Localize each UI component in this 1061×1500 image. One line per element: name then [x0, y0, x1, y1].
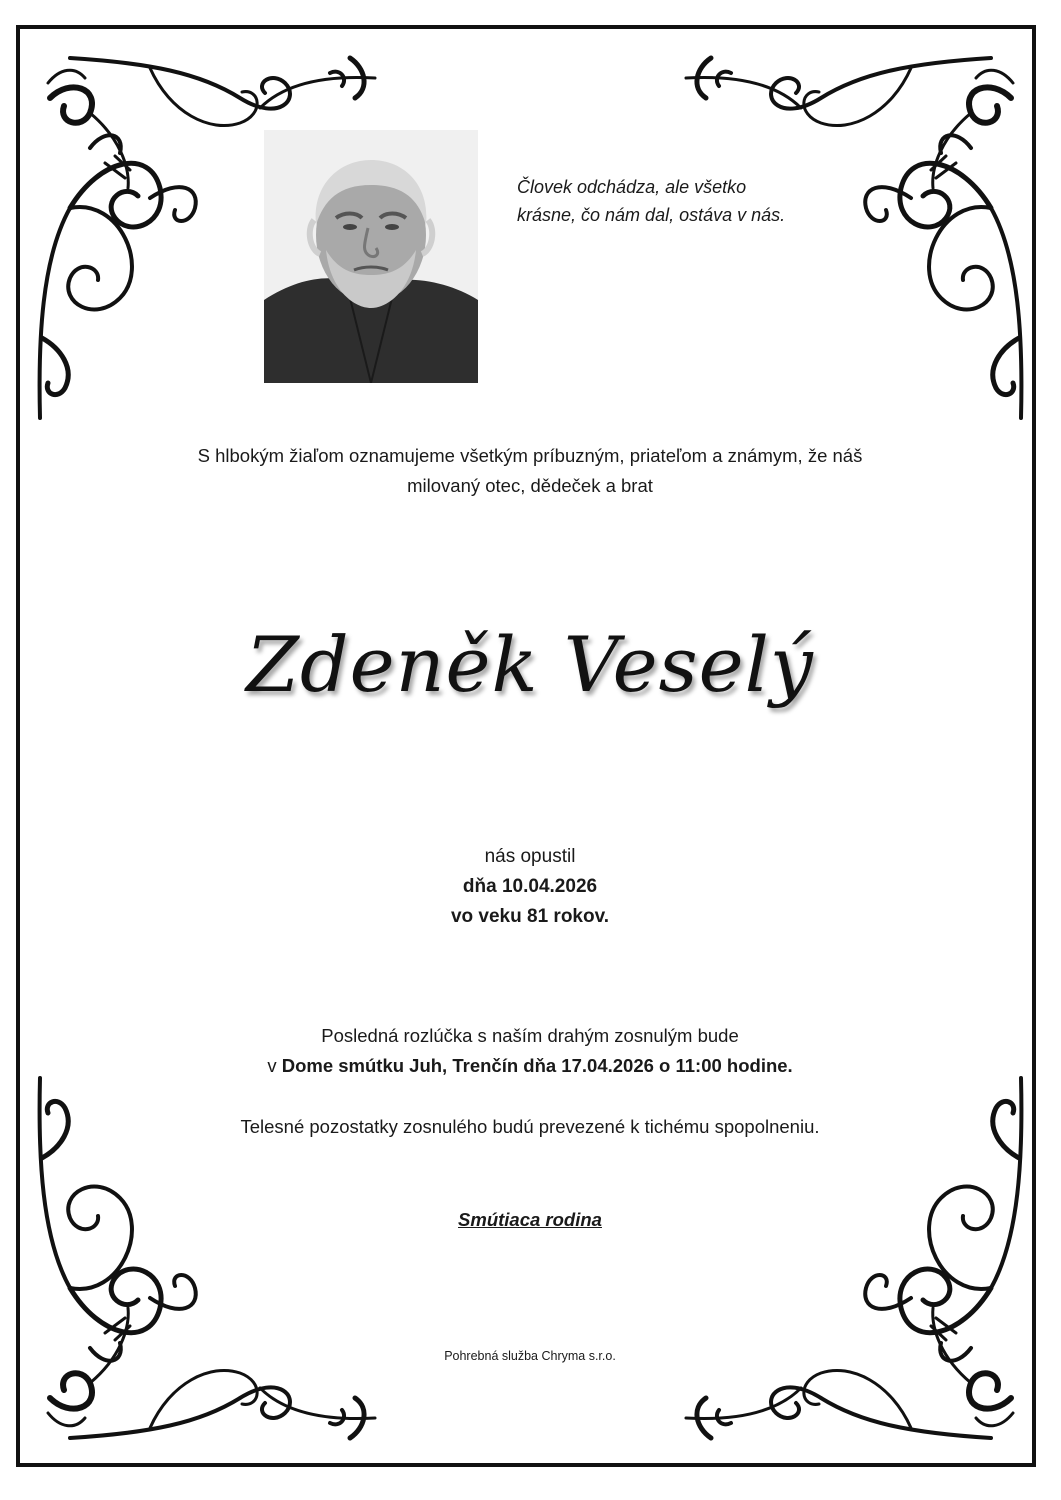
announcement-line-2: milovaný otec, dědeček a brat — [407, 475, 653, 496]
portrait-photo — [264, 130, 478, 383]
farewell-details — [100, 1021, 960, 1081]
remains-notice: Telesné pozostatky zosnulého budú prevezené k tichému spopolneniu. — [240, 1116, 820, 1137]
death-date: dňa 10.04.2026 — [462, 876, 598, 897]
bottom-right-flourish-icon — [671, 1038, 1031, 1458]
death-age: vo veku 81 rokov. — [450, 906, 610, 927]
bottom-left-flourish-icon — [30, 1038, 390, 1458]
farewell-location-time: Dome smútku Juh, Trenčín dňa 17.04.2026 o 11:00 hodine. — [281, 1055, 793, 1076]
family-signature: Smútiaca rodina — [458, 1209, 602, 1230]
top-right-flourish-icon — [671, 38, 1031, 458]
deceased-name: Zdeněk Veselý — [246, 620, 814, 709]
announcement-line-1: S hlbokým žiaľom oznamujeme všetkým príbuzným, priateľom a známym, že náš — [197, 445, 863, 466]
quote-line-2: krásne, čo nám dal, ostáva v nás. — [517, 205, 786, 225]
death-prefix: nás opustil — [484, 846, 576, 867]
funeral-service-footer: Pohrebná služba Chryma s.r.o. — [444, 1349, 616, 1363]
announcement-text — [100, 441, 960, 501]
farewell-line-1: Posledná rozlúčka s naším drahým zosnulým bude — [321, 1025, 739, 1046]
farewell-prefix: v — [267, 1055, 277, 1076]
death-date-line — [100, 842, 960, 902]
quote-line-1: Človek odchádza, ale všetko — [517, 177, 747, 197]
death-details — [100, 842, 960, 932]
farewell-line-2 — [100, 1051, 960, 1081]
memorial-quote — [517, 173, 877, 229]
